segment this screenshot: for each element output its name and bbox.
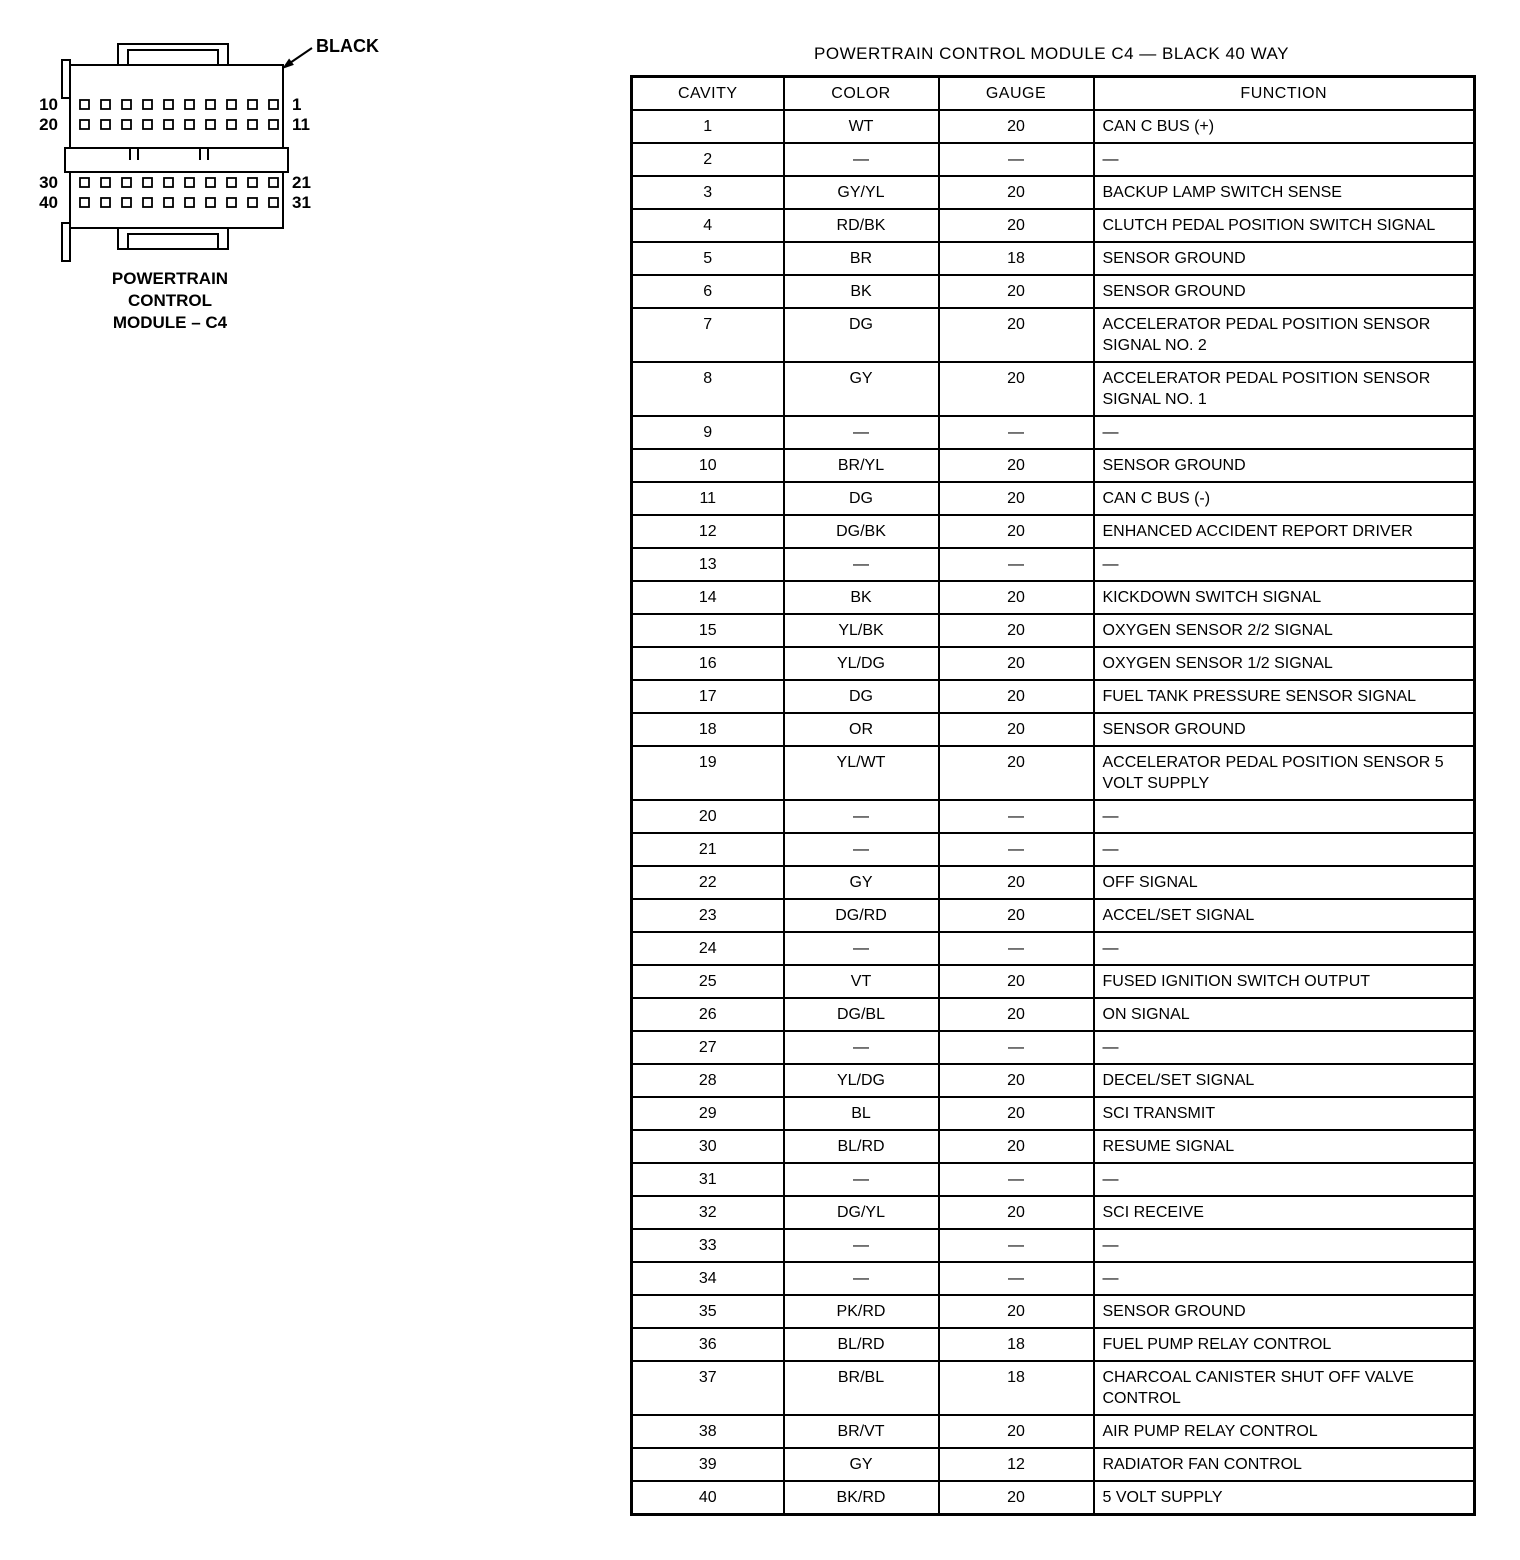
function-cell: RESUME SIGNAL — [1094, 1130, 1475, 1163]
table-row — [632, 449, 1475, 482]
table-row — [632, 932, 1475, 965]
cavity-cell: 5 — [632, 242, 784, 275]
cavity-cell: 8 — [632, 362, 784, 416]
connector-caption — [70, 268, 270, 334]
cavity-cell: 36 — [632, 1328, 784, 1361]
cavity-cell: 17 — [632, 680, 784, 713]
connector-pin — [206, 198, 215, 207]
pinout-table-section — [630, 44, 1473, 1516]
gauge-cell: 20 — [939, 515, 1094, 548]
function-cell: SENSOR GROUND — [1094, 275, 1475, 308]
gauge-cell: 18 — [939, 1361, 1094, 1415]
color-cell: BL — [784, 1097, 939, 1130]
table-row — [632, 1196, 1475, 1229]
gauge-cell: 20 — [939, 581, 1094, 614]
function-cell: ACCELERATOR PEDAL POSITION SENSOR SIGNAL NO. 2 — [1094, 308, 1475, 362]
cavity-cell: 6 — [632, 275, 784, 308]
cavity-cell: 24 — [632, 932, 784, 965]
connector-color-label: BLACK — [316, 36, 379, 56]
gauge-cell: — — [939, 800, 1094, 833]
gauge-cell: 20 — [939, 866, 1094, 899]
table-row — [632, 866, 1475, 899]
gauge-cell: 20 — [939, 1097, 1094, 1130]
column-header-function: FUNCTION — [1094, 77, 1475, 111]
table-row — [632, 1163, 1475, 1196]
connector-pin — [122, 100, 131, 109]
gauge-cell: 20 — [939, 1196, 1094, 1229]
cavity-cell: 1 — [632, 110, 784, 143]
connector-pin — [227, 198, 236, 207]
connector-pin — [164, 120, 173, 129]
color-cell: — — [784, 1163, 939, 1196]
connector-pin — [206, 120, 215, 129]
connector-pin — [122, 178, 131, 187]
gauge-cell: 20 — [939, 746, 1094, 800]
pin-label-21: 21 — [292, 173, 311, 192]
connector-pin — [227, 178, 236, 187]
function-cell: AIR PUMP RELAY CONTROL — [1094, 1415, 1475, 1448]
table-row — [632, 308, 1475, 362]
caption-line-3: MODULE – C4 — [112, 313, 228, 332]
cavity-cell: 7 — [632, 308, 784, 362]
function-cell: BACKUP LAMP SWITCH SENSE — [1094, 176, 1475, 209]
function-cell: OXYGEN SENSOR 1/2 SIGNAL — [1094, 647, 1475, 680]
cavity-cell: 4 — [632, 209, 784, 242]
connector-pin — [80, 120, 89, 129]
connector-pin — [185, 198, 194, 207]
color-cell: DG/BL — [784, 998, 939, 1031]
function-cell: ACCELERATOR PEDAL POSITION SENSOR 5 VOLT SUPPLY — [1094, 746, 1475, 800]
function-cell: ACCEL/SET SIGNAL — [1094, 899, 1475, 932]
cavity-cell: 11 — [632, 482, 784, 515]
gauge-cell: 20 — [939, 647, 1094, 680]
color-cell: BR/VT — [784, 1415, 939, 1448]
connector-diagram — [20, 20, 420, 270]
gauge-cell: 20 — [939, 614, 1094, 647]
color-cell: YL/BK — [784, 614, 939, 647]
color-cell: BR — [784, 242, 939, 275]
function-cell: KICKDOWN SWITCH SIGNAL — [1094, 581, 1475, 614]
table-row — [632, 416, 1475, 449]
function-cell: SENSOR GROUND — [1094, 713, 1475, 746]
header-row — [632, 77, 1475, 111]
cavity-cell: 40 — [632, 1481, 784, 1515]
connector-pin — [227, 100, 236, 109]
gauge-cell: 20 — [939, 1130, 1094, 1163]
connector-pin — [269, 198, 278, 207]
connector-pin — [80, 100, 89, 109]
table-row — [632, 143, 1475, 176]
gauge-cell: 20 — [939, 1415, 1094, 1448]
cavity-cell: 22 — [632, 866, 784, 899]
gauge-cell: 20 — [939, 680, 1094, 713]
function-cell: CLUTCH PEDAL POSITION SWITCH SIGNAL — [1094, 209, 1475, 242]
table-row — [632, 1262, 1475, 1295]
cavity-cell: 20 — [632, 800, 784, 833]
color-cell: — — [784, 1229, 939, 1262]
cavity-cell: 25 — [632, 965, 784, 998]
color-cell: OR — [784, 713, 939, 746]
color-cell: — — [784, 833, 939, 866]
cavity-cell: 31 — [632, 1163, 784, 1196]
color-cell: VT — [784, 965, 939, 998]
function-cell: — — [1094, 800, 1475, 833]
gauge-cell: 20 — [939, 998, 1094, 1031]
function-cell: FUSED IGNITION SWITCH OUTPUT — [1094, 965, 1475, 998]
color-cell: GY — [784, 362, 939, 416]
cavity-cell: 37 — [632, 1361, 784, 1415]
connector-pin — [248, 178, 257, 187]
color-cell: BK/RD — [784, 1481, 939, 1515]
color-cell: YL/WT — [784, 746, 939, 800]
connector-pin — [248, 100, 257, 109]
color-cell: — — [784, 1031, 939, 1064]
table-row — [632, 647, 1475, 680]
table-row — [632, 548, 1475, 581]
color-cell: DG/RD — [784, 899, 939, 932]
color-cell: — — [784, 1262, 939, 1295]
color-cell: — — [784, 548, 939, 581]
color-cell: DG/YL — [784, 1196, 939, 1229]
color-cell: BK — [784, 275, 939, 308]
gauge-cell: — — [939, 1262, 1094, 1295]
function-cell: — — [1094, 548, 1475, 581]
function-cell: — — [1094, 1229, 1475, 1262]
cavity-cell: 10 — [632, 449, 784, 482]
table-row — [632, 362, 1475, 416]
gauge-cell: — — [939, 932, 1094, 965]
function-cell: 5 VOLT SUPPLY — [1094, 1481, 1475, 1515]
table-row — [632, 1361, 1475, 1415]
gauge-cell: — — [939, 416, 1094, 449]
pinout-table-body — [632, 110, 1475, 1515]
connector-body — [62, 44, 288, 261]
column-header-color: COLOR — [784, 77, 939, 111]
pin-label-20: 20 — [39, 115, 58, 134]
gauge-cell: 20 — [939, 275, 1094, 308]
cavity-cell: 26 — [632, 998, 784, 1031]
function-cell: OFF SIGNAL — [1094, 866, 1475, 899]
function-cell: DECEL/SET SIGNAL — [1094, 1064, 1475, 1097]
gauge-cell: 20 — [939, 482, 1094, 515]
pin-label-11: 11 — [292, 115, 310, 134]
table-row — [632, 581, 1475, 614]
table-row — [632, 899, 1475, 932]
gauge-cell: 20 — [939, 965, 1094, 998]
table-row — [632, 746, 1475, 800]
table-row — [632, 515, 1475, 548]
gauge-cell: 20 — [939, 1064, 1094, 1097]
caption-line-2: CONTROL — [127, 291, 213, 310]
table-row — [632, 998, 1475, 1031]
color-cell: GY — [784, 866, 939, 899]
cavity-cell: 13 — [632, 548, 784, 581]
function-cell: FUEL TANK PRESSURE SENSOR SIGNAL — [1094, 680, 1475, 713]
cavity-cell: 28 — [632, 1064, 784, 1097]
table-row — [632, 1031, 1475, 1064]
table-row — [632, 965, 1475, 998]
pin-label-40: 40 — [39, 193, 58, 212]
connector-pin — [101, 198, 110, 207]
gauge-cell: 20 — [939, 1481, 1094, 1515]
caption-line-1: POWERTRAIN — [111, 269, 229, 288]
connector-pin — [143, 100, 152, 109]
function-cell: ACCELERATOR PEDAL POSITION SENSOR SIGNAL NO. 1 — [1094, 362, 1475, 416]
connector-pin — [185, 120, 194, 129]
function-cell: SENSOR GROUND — [1094, 242, 1475, 275]
table-row — [632, 1448, 1475, 1481]
cavity-cell: 39 — [632, 1448, 784, 1481]
color-cell: RD/BK — [784, 209, 939, 242]
connector-pin — [164, 178, 173, 187]
table-row — [632, 1415, 1475, 1448]
table-row — [632, 209, 1475, 242]
function-cell: ENHANCED ACCIDENT REPORT DRIVER — [1094, 515, 1475, 548]
function-cell: RADIATOR FAN CONTROL — [1094, 1448, 1475, 1481]
function-cell: ON SIGNAL — [1094, 998, 1475, 1031]
color-cell: PK/RD — [784, 1295, 939, 1328]
color-cell: BR/YL — [784, 449, 939, 482]
table-title: POWERTRAIN CONTROL MODULE C4 — BLACK 40 WAY — [814, 44, 1289, 63]
function-cell: — — [1094, 833, 1475, 866]
table-row — [632, 242, 1475, 275]
color-cell: — — [784, 143, 939, 176]
table-row — [632, 1481, 1475, 1515]
connector-pin — [227, 120, 236, 129]
gauge-cell: — — [939, 1163, 1094, 1196]
connector-pin — [269, 178, 278, 187]
gauge-cell: 20 — [939, 362, 1094, 416]
color-cell: DG/BK — [784, 515, 939, 548]
cavity-cell: 34 — [632, 1262, 784, 1295]
connector-pin — [164, 100, 173, 109]
connector-pin — [122, 198, 131, 207]
cavity-cell: 35 — [632, 1295, 784, 1328]
gauge-cell: 18 — [939, 1328, 1094, 1361]
connector-pin — [143, 198, 152, 207]
function-cell: SENSOR GROUND — [1094, 1295, 1475, 1328]
connector-pin — [143, 120, 152, 129]
function-cell: SENSOR GROUND — [1094, 449, 1475, 482]
gauge-cell: — — [939, 1031, 1094, 1064]
function-cell: CHARCOAL CANISTER SHUT OFF VALVE CONTROL — [1094, 1361, 1475, 1415]
color-cell: — — [784, 800, 939, 833]
cavity-cell: 19 — [632, 746, 784, 800]
function-cell: — — [1094, 1031, 1475, 1064]
color-cell: GY/YL — [784, 176, 939, 209]
table-row — [632, 110, 1475, 143]
pin-label-1: 1 — [292, 95, 302, 114]
connector-pin — [101, 100, 110, 109]
cavity-cell: 27 — [632, 1031, 784, 1064]
gauge-cell: 20 — [939, 713, 1094, 746]
cavity-cell: 18 — [632, 713, 784, 746]
connector-pin — [122, 120, 131, 129]
cavity-cell: 3 — [632, 176, 784, 209]
column-header-cavity: CAVITY — [632, 77, 784, 111]
connector-pin — [206, 100, 215, 109]
table-row — [632, 800, 1475, 833]
color-cell: BK — [784, 581, 939, 614]
cavity-cell: 14 — [632, 581, 784, 614]
gauge-cell: 20 — [939, 209, 1094, 242]
connector-pin — [269, 120, 278, 129]
color-cell: DG — [784, 308, 939, 362]
connector-pin — [185, 100, 194, 109]
table-row — [632, 614, 1475, 647]
table-row — [632, 1130, 1475, 1163]
color-cell: WT — [784, 110, 939, 143]
connector-pin — [248, 198, 257, 207]
function-cell: — — [1094, 1262, 1475, 1295]
gauge-cell: 12 — [939, 1448, 1094, 1481]
function-cell: — — [1094, 932, 1475, 965]
table-row — [632, 1295, 1475, 1328]
color-cell: YL/DG — [784, 647, 939, 680]
gauge-cell: — — [939, 143, 1094, 176]
connector-pin — [206, 178, 215, 187]
cavity-cell: 30 — [632, 1130, 784, 1163]
function-cell: — — [1094, 143, 1475, 176]
gauge-cell: 18 — [939, 242, 1094, 275]
gauge-cell: — — [939, 833, 1094, 866]
cavity-cell: 29 — [632, 1097, 784, 1130]
cavity-cell: 16 — [632, 647, 784, 680]
pinout-table — [630, 75, 1476, 1516]
column-header-gauge: GAUGE — [939, 77, 1094, 111]
cavity-cell: 23 — [632, 899, 784, 932]
table-row — [632, 275, 1475, 308]
gauge-cell: — — [939, 548, 1094, 581]
function-cell: SCI TRANSMIT — [1094, 1097, 1475, 1130]
connector-pin — [80, 178, 89, 187]
gauge-cell: 20 — [939, 1295, 1094, 1328]
color-cell: — — [784, 416, 939, 449]
connector-pin — [101, 178, 110, 187]
gauge-cell: 20 — [939, 899, 1094, 932]
color-cell: BL/RD — [784, 1328, 939, 1361]
color-cell: BR/BL — [784, 1361, 939, 1415]
gauge-cell: 20 — [939, 176, 1094, 209]
function-cell: FUEL PUMP RELAY CONTROL — [1094, 1328, 1475, 1361]
table-row — [632, 1097, 1475, 1130]
pin-label-30: 30 — [39, 173, 58, 192]
table-row — [632, 482, 1475, 515]
color-cell: — — [784, 932, 939, 965]
function-cell: SCI RECEIVE — [1094, 1196, 1475, 1229]
gauge-cell: 20 — [939, 449, 1094, 482]
cavity-cell: 32 — [632, 1196, 784, 1229]
cavity-cell: 2 — [632, 143, 784, 176]
function-cell: CAN C BUS (+) — [1094, 110, 1475, 143]
pin-label-31: 31 — [292, 193, 311, 212]
color-cell: BL/RD — [784, 1130, 939, 1163]
color-cell: YL/DG — [784, 1064, 939, 1097]
cavity-cell: 33 — [632, 1229, 784, 1262]
color-cell: DG — [784, 482, 939, 515]
gauge-cell: — — [939, 1229, 1094, 1262]
gauge-cell: 20 — [939, 110, 1094, 143]
table-row — [632, 176, 1475, 209]
table-row — [632, 1328, 1475, 1361]
connector-pin — [185, 178, 194, 187]
connector-pin — [248, 120, 257, 129]
table-row — [632, 1229, 1475, 1262]
connector-pin — [269, 100, 278, 109]
connector-pin — [164, 198, 173, 207]
function-cell: — — [1094, 416, 1475, 449]
function-cell: OXYGEN SENSOR 2/2 SIGNAL — [1094, 614, 1475, 647]
table-row — [632, 713, 1475, 746]
color-cell: DG — [784, 680, 939, 713]
pin-label-10: 10 — [39, 95, 58, 114]
connector-pin — [143, 178, 152, 187]
function-cell: CAN C BUS (-) — [1094, 482, 1475, 515]
connector-pin — [101, 120, 110, 129]
cavity-cell: 12 — [632, 515, 784, 548]
function-cell: — — [1094, 1163, 1475, 1196]
cavity-cell: 38 — [632, 1415, 784, 1448]
cavity-cell: 9 — [632, 416, 784, 449]
table-row — [632, 1064, 1475, 1097]
table-row — [632, 680, 1475, 713]
color-cell: GY — [784, 1448, 939, 1481]
table-row — [632, 833, 1475, 866]
gauge-cell: 20 — [939, 308, 1094, 362]
connector-pin — [80, 198, 89, 207]
cavity-cell: 21 — [632, 833, 784, 866]
cavity-cell: 15 — [632, 614, 784, 647]
